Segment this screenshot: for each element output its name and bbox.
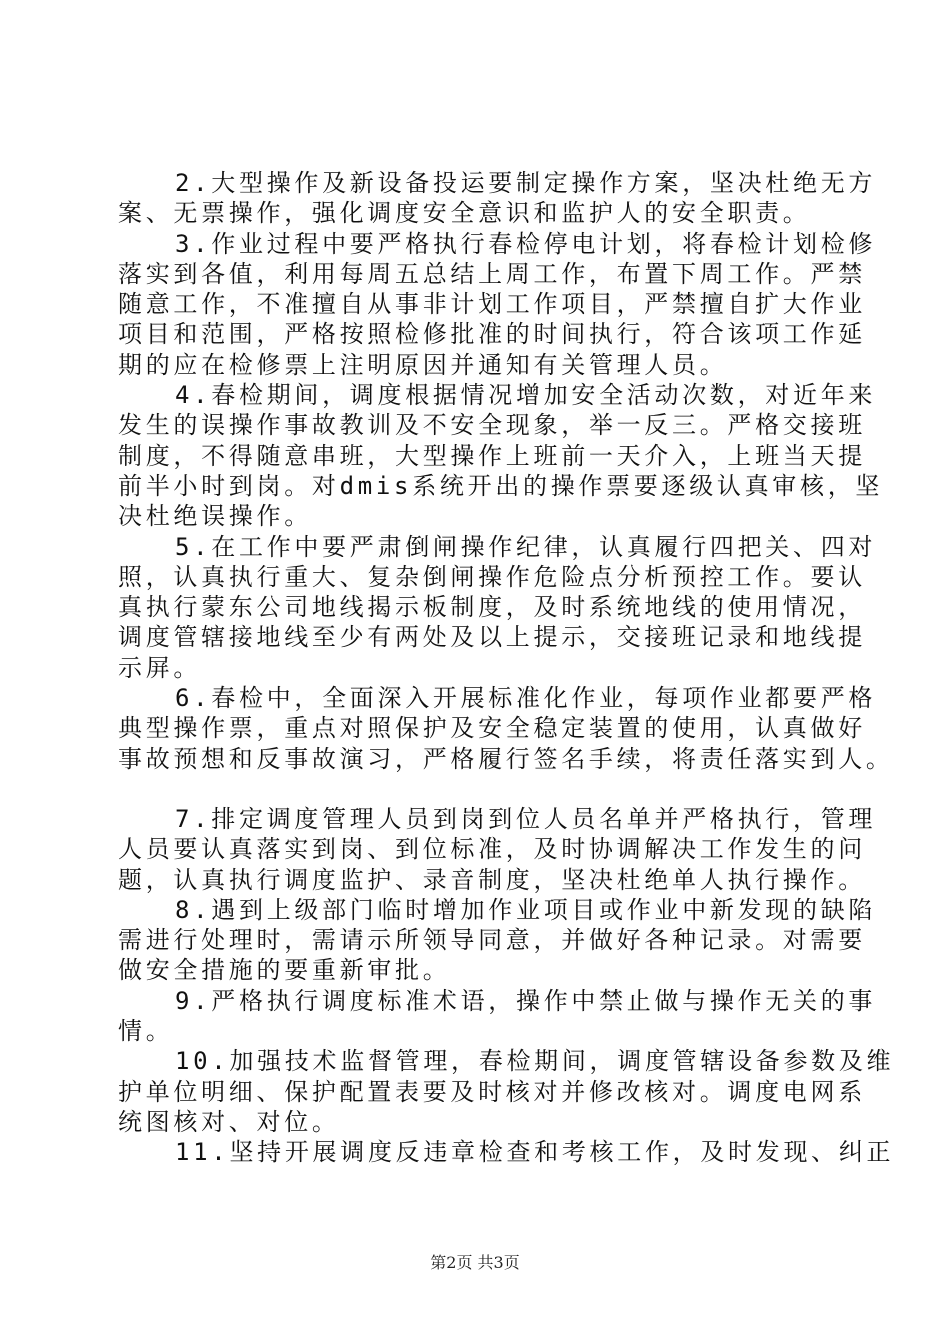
- paragraph-gap: [118, 774, 838, 804]
- page-number-footer: 第2页 共3页: [430, 1253, 520, 1272]
- document-body: [118, 168, 895, 1168]
- paragraph-item-3: [118, 229, 877, 380]
- paragraph-item-8: [118, 895, 877, 986]
- text-line: 题，认真执行调度监护、录音制度，坚决杜绝单人执行操作。: [118, 865, 866, 894]
- text-line: 案、无票操作，强化调度安全意识和监护人的安全职责。: [118, 199, 811, 228]
- text-line: 随意工作，不准擅自从事非计划工作项目，严禁擅自扩大作业: [118, 290, 866, 319]
- text-line: 10.加强技术监督管理，春检期间，调度管辖设备参数及维: [175, 1047, 895, 1076]
- text-line: 真执行蒙东公司地线揭示板制度，及时系统地线的使用情况，: [118, 593, 866, 622]
- paragraph-item-4: [118, 380, 884, 531]
- text-line: 6.春检中，全面深入开展标准化作业，每项作业都要严格: [175, 684, 877, 713]
- text-line: 落实到各值，利用每周五总结上周工作，布置下周工作。严禁: [118, 259, 866, 288]
- text-line: 需进行处理时，需请示所领导同意，并做好各种记录。对需要: [118, 926, 866, 955]
- text-line: 护单位明细、保护配置表要及时核对并修改核对。调度电网系: [118, 1077, 866, 1106]
- text-line: 调度管辖接地线至少有两处及以上提示，交接班记录和地线提: [118, 623, 866, 652]
- text-line: 前半小时到岗。对dmis系统开出的操作票要逐级认真审核，坚: [118, 471, 884, 500]
- text-line: 统图核对、对位。: [118, 1107, 340, 1136]
- paragraph-item-7: [118, 804, 877, 895]
- text-line: 制度，不得随意串班，大型操作上班前一天介入，上班当天提: [118, 441, 866, 470]
- paragraph-item-9: [118, 986, 877, 1047]
- text-line: 示屏。: [118, 653, 202, 682]
- text-line: 项目和范围，严格按照检修批准的时间执行，符合该项工作延: [118, 320, 866, 349]
- paragraph-item-5: [118, 532, 877, 683]
- text-line: 情。: [118, 1017, 174, 1046]
- text-line: 事故预想和反事故演习，严格履行签名手续，将责任落实到人。: [118, 744, 894, 773]
- paragraph-item-11: [118, 1137, 895, 1167]
- text-line: 9.严格执行调度标准术语，操作中禁止做与操作无关的事: [175, 986, 877, 1015]
- text-line: 3.作业过程中要严格执行春检停电计划，将春检计划检修: [175, 229, 877, 258]
- text-line: 发生的误操作事故教训及不安全现象，举一反三。严格交接班: [118, 411, 866, 440]
- text-line: 5.在工作中要严肃倒闸操作纪律，认真履行四把关、四对: [175, 532, 877, 561]
- text-line: 8.遇到上级部门临时增加作业项目或作业中新发现的缺陷: [175, 895, 877, 924]
- text-line: 7.排定调度管理人员到岗到位人员名单并严格执行，管理: [175, 804, 877, 833]
- text-line: 2.大型操作及新设备投运要制定操作方案，坚决杜绝无方: [175, 169, 877, 197]
- text-line: 做安全措施的要重新审批。: [118, 956, 451, 985]
- text-line: 决杜绝误操作。: [118, 502, 312, 531]
- text-line: 4.春检期间，调度根据情况增加安全活动次数，对近年来: [175, 381, 877, 410]
- paragraph-item-10: [118, 1046, 895, 1137]
- paragraph-item-2: [118, 168, 877, 229]
- text-line: 典型操作票，重点对照保护及安全稳定装置的使用，认真做好: [118, 714, 866, 743]
- text-line: 照，认真执行重大、复杂倒闸操作危险点分析预控工作。要认: [118, 562, 866, 591]
- text-line: 期的应在检修票上注明原因并通知有关管理人员。: [118, 350, 728, 379]
- text-line: 11.坚持开展调度反违章检查和考核工作，及时发现、纠正: [175, 1138, 895, 1167]
- paragraph-item-6: [118, 683, 894, 774]
- text-line: 人员要认真落实到岗、到位标准，及时协调解决工作发生的问: [118, 835, 866, 864]
